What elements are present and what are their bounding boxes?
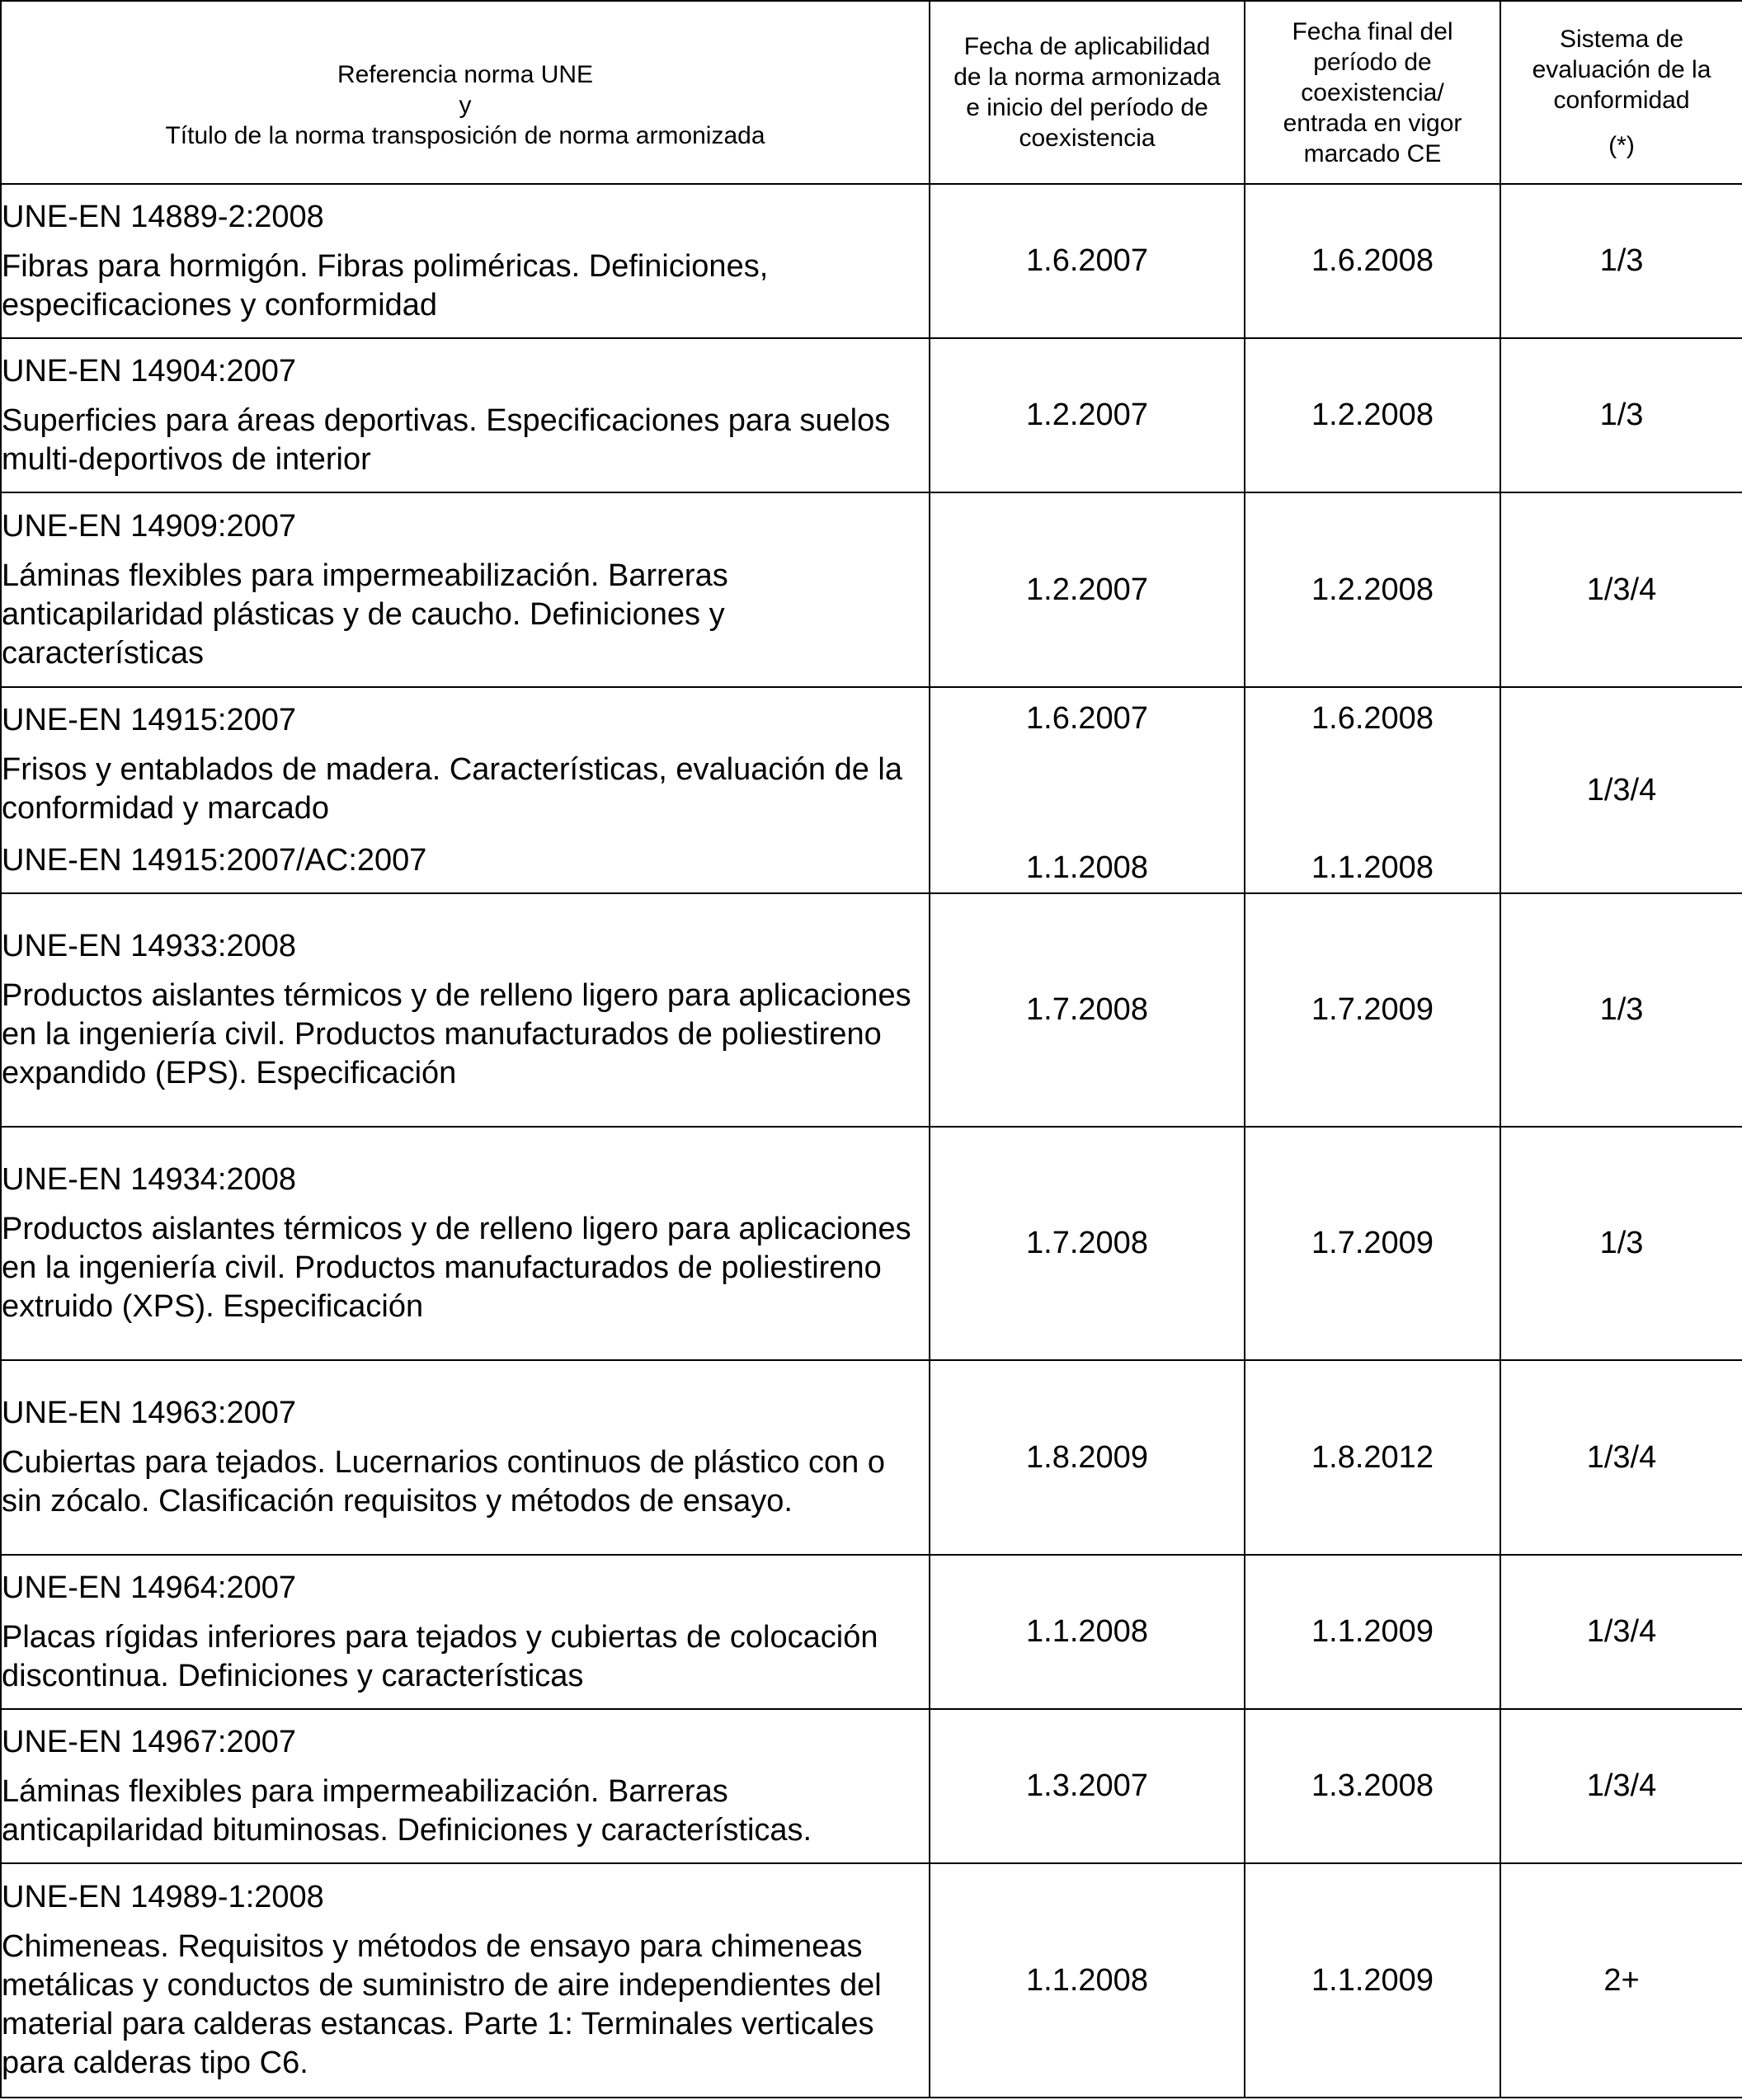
conformity-system: 1/3/4 [1500,1360,1742,1555]
standard-code: UNE-EN 14933:2008 [2,929,296,963]
standard-code: UNE-EN 14904:2007 [2,353,296,388]
header-line: entrada en vigor [1283,109,1462,137]
header-line: coexistencia/ [1301,78,1444,106]
end-coexistence-date: 1.6.2008 [1311,701,1434,736]
standard-reference-cell [1,893,930,1127]
table-row [1,1360,1742,1555]
amendment-end-coexistence-date: 1.1.2008 [1311,850,1434,885]
standard-title: Frisos y entablados de madera. Características, evaluación de la conformidad y marcado [2,751,902,826]
table-row [1,338,1742,492]
standard-title: Productos aislantes térmicos y de relleno ligero para aplicaciones en la ingeniería civil. Productos manufacturados de poliestireno extruido (XPS). Especificación [2,1212,911,1324]
standard-code: UNE-EN 14934:2008 [2,1162,296,1197]
standard-title: Chimeneas. Requisitos y métodos de ensayo para chimeneas metálicas y conductos de suministro de aire independientes del material para calderas estancas. Parte 1: Terminales verticales para calderas tipo C6. [2,1929,882,2080]
header-line: (*) [1608,132,1635,159]
amendment-applicability-date: 1.1.2008 [1026,850,1148,885]
table-row [1,492,1742,687]
conformity-system: 1/3/4 [1500,687,1742,893]
header-line: marcado CE [1303,139,1442,167]
standard-code: UNE-EN 14964:2007 [2,1570,296,1605]
header-line: y [459,91,472,119]
end-coexistence-date: 1.6.2008 [1245,184,1500,338]
amendment-code: UNE-EN 14915:2007/AC:2007 [2,842,427,878]
standard-reference-cell [1,1863,930,2098]
header-applicability-date [930,1,1245,184]
standard-reference-cell [1,687,930,893]
applicability-date: 1.1.2008 [930,1555,1245,1709]
applicability-date: 1.6.2007 [930,184,1245,338]
end-coexistence-date: 1.7.2009 [1245,1127,1500,1360]
header-line: e inicio del período de [966,94,1208,121]
table-row [1,1555,1742,1709]
header-line: conformidad [1553,87,1690,114]
standard-reference-cell [1,1709,930,1863]
conformity-system: 1/3/4 [1500,492,1742,687]
standard-code: UNE-EN 14909:2007 [2,508,296,544]
standard-title: Cubiertas para tejados. Lucernarios continuos de plástico con o sin zócalo. Clasificación requisitos y métodos de ensayo. [2,1445,885,1518]
standard-code: UNE-EN 14967:2007 [2,1724,296,1759]
table-header-row [1,1,1742,184]
table-row [1,1863,1742,2098]
header-conformity-system [1500,1,1742,184]
conformity-system: 1/3 [1500,893,1742,1127]
standard-reference-cell [1,1360,930,1555]
header-line: Fecha final del [1292,17,1453,45]
applicability-date: 1.1.2008 [930,1863,1245,2098]
standard-title: Placas rígidas inferiores para tejados y cubiertas de colocación discontinua. Definiciones y características [2,1619,878,1693]
standard-reference-cell [1,184,930,338]
applicability-date: 1.2.2007 [930,338,1245,492]
header-end-coexistence-date [1245,1,1500,184]
table-row [1,1709,1742,1863]
header-line: Fecha de aplicabilidad [963,33,1211,60]
header-line: Título de la norma transposición de norma armonizada [165,121,765,149]
end-coexistence-date: 1.3.2008 [1245,1709,1500,1863]
standard-code: UNE-EN 14915:2007 [2,702,296,737]
table-row [1,893,1742,1127]
end-coexistence-date: 1.2.2008 [1245,492,1500,687]
conformity-system: 1/3/4 [1500,1709,1742,1863]
standard-code: UNE-EN 14989-1:2008 [2,1880,324,1914]
standard-code: UNE-EN 14889-2:2008 [2,199,324,234]
conformity-system: 2+ [1500,1863,1742,2098]
end-coexistence-date: 1.1.2009 [1245,1863,1500,2098]
standard-reference-cell [1,1127,930,1360]
applicability-date: 1.3.2007 [930,1709,1245,1863]
header-reference-title [1,1,930,184]
standard-title: Superficies para áreas deportivas. Especificaciones para suelos multi-deportivos de interior [2,403,891,477]
standard-code: UNE-EN 14963:2007 [2,1396,296,1430]
conformity-system: 1/3 [1500,338,1742,492]
end-coexistence-date-cell [1245,687,1500,893]
applicability-date: 1.8.2009 [930,1360,1245,1555]
applicability-date-cell [930,687,1245,893]
table-row [1,1127,1742,1360]
table-row [1,184,1742,338]
header-line: coexistencia [1019,125,1156,152]
standard-title: Láminas flexibles para impermeabilización. Barreras anticapilaridad bituminosas. Definiciones y características. [2,1773,812,1848]
end-coexistence-date: 1.8.2012 [1245,1360,1500,1555]
end-coexistence-date: 1.7.2009 [1245,893,1500,1127]
applicability-date: 1.7.2008 [930,1127,1245,1360]
standard-title: Láminas flexibles para impermeabilización. Barreras anticapilaridad plásticas y de caucho. Definiciones y características [2,558,728,671]
conformity-system: 1/3 [1500,184,1742,338]
end-coexistence-date: 1.1.2009 [1245,1555,1500,1709]
standard-title: Productos aislantes térmicos y de relleno ligero para aplicaciones en la ingeniería civil. Productos manufacturados de poliestireno expandido (EPS). Especificación [2,978,911,1090]
applicability-date: 1.6.2007 [1026,701,1148,736]
standard-title: Fibras para hormigón. Fibras poliméricas. Definiciones, especificaciones y conformidad [2,248,769,323]
standard-reference-cell [1,492,930,687]
header-line: período de [1313,48,1432,76]
header-line: evaluación de la [1532,56,1711,83]
header-line: de la norma armonizada [953,64,1221,91]
end-coexistence-date: 1.2.2008 [1245,338,1500,492]
applicability-date: 1.7.2008 [930,893,1245,1127]
standard-reference-cell [1,338,930,492]
header-line: Sistema de [1559,26,1684,53]
conformity-system: 1/3/4 [1500,1555,1742,1709]
table-row [1,687,1742,893]
applicability-date: 1.2.2007 [930,492,1245,687]
standard-reference-cell [1,1555,930,1709]
conformity-system: 1/3 [1500,1127,1742,1360]
header-line: Referencia norma UNE [337,60,594,88]
